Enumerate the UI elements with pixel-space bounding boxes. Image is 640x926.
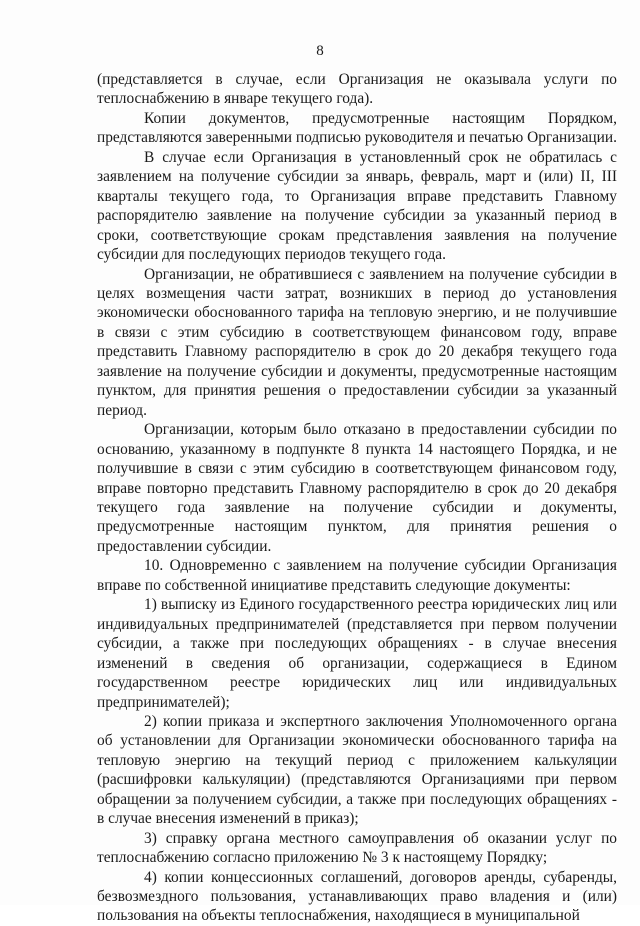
paragraph: (представляется в случае, если Организация не оказывала услуги по теплоснабжению в январе текущего года). (97, 71, 617, 108)
paragraph: Организации, которым было отказано в предоставлении субсидии по основанию, указанному в подпункте 8 пункта 14 настоящего Порядка, и не получившие в связи с этим субсидию в соответствующем финансовом году, вправе повторно представить Главному распорядителю в срок до 20 декабря текущего года заявление на получение субсидии и документы, предусмотренные настоящим пунктом, для принятия решения о предоставлении субсидии. (97, 421, 617, 555)
paragraph: 10. Одновременно с заявлением на получение субсидии Организация вправе по собственной инициативе представить следующие документы: (97, 557, 617, 594)
list-item: 4) копии концессионных соглашений, договоров аренды, субаренды, безвозмездного пользования, устанавливающих право владения и (или) пользования на объекты теплоснабжения, находящиеся в муниципальной (97, 868, 617, 925)
document-body (97, 70, 617, 926)
list-item: 3) справку органа местного самоуправления об оказании услуг по теплоснабжению согласно приложению № 3 к настоящему Порядку; (97, 829, 617, 867)
paragraph: Организации, не обратившиеся с заявлением на получение субсидии в целях возмещения части затрат, возникших в период до установления экономически обоснованного тарифа на тепловую энергию, и не получившие в связи с этим субсидию в соответствующем финансовом году, вправе представить Главному распорядителю в срок до 20 декабря текущего года заявление на получение субсидии и документы, предусмотренные настоящим пунктом, для принятия решения о предоставлении субсидии за указанный период. (97, 265, 617, 419)
paragraph: Копии документов, предусмотренные настоящим Порядком, представляются заверенными подписью руководителя и печатью Организации. (97, 109, 617, 147)
paragraph: В случае если Организация в установленный срок не обратилась с заявлением на получение субсидии за январь, февраль, март и (или) II, III кварталы текущего года, то Организация вправе представить Главному распорядителю заявление на получение субсидии за указанный период в сроки, соответствующие срокам представления заявления на получение субсидии для последующих периодов текущего года. (97, 148, 617, 264)
list-item: 1) выписку из Единого государственного реестра юридических лиц или индивидуальных предпринимателей (представляется при первом получении субсидии, а также при последующих обращениях - в случае внесения изменений в сведения об организации, содержащиеся в Едином государственном реестре юридических лиц или индивидуальных предпринимателей); (97, 596, 617, 711)
list-item: 2) копии приказа и экспертного заключения Уполномоченного органа об установлении для Организации экономически обоснованного тарифа на тепловую энергию на текущий период с приложением калькуляции (расшифровки калькуляции) (представляются Организациями при первом обращении за получением субсидии, а также при последующих обращениях - в случае внесения изменений в приказ); (97, 712, 617, 828)
page-number: 8 (316, 43, 324, 59)
